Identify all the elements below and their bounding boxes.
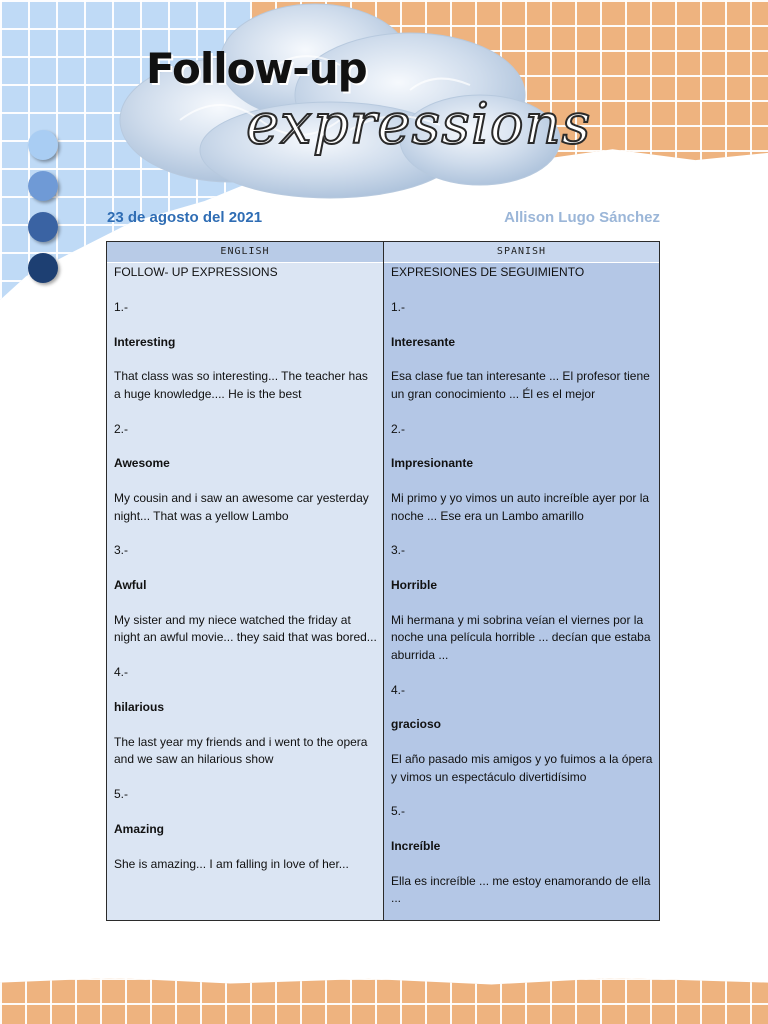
table-row: Mi primo y yo vimos un auto increíble ayer por la noche ... Ese era un Lambo amarillo — [391, 491, 650, 523]
table-row: 4.- — [114, 665, 129, 680]
table-row: Awesome — [114, 456, 170, 471]
table-row: Increíble — [391, 839, 441, 854]
spanish-body — [384, 263, 659, 908]
expressions-table — [106, 241, 660, 921]
table-row: FOLLOW- UP EXPRESSIONS — [114, 265, 278, 279]
dot-darkest — [28, 253, 58, 283]
table-row: Awful — [114, 578, 147, 593]
dot-medium — [28, 171, 58, 201]
bottom-grid-strip — [0, 978, 768, 1024]
page-title-bottom: expressions — [246, 92, 592, 157]
spanish-column — [384, 242, 659, 920]
table-row: My sister and my niece watched the friday at night an awful movie... they said that was bored... — [114, 612, 377, 645]
decorative-dots — [28, 130, 62, 294]
table-row: Amazing — [114, 821, 165, 836]
table-row: She is amazing... I am falling in love of her... — [114, 856, 349, 871]
table-row: hilarious — [114, 699, 165, 714]
table-row: 4.- — [391, 682, 406, 697]
table-row: 3.- — [114, 543, 129, 558]
table-row: Interesante — [391, 334, 456, 349]
table-row: Mi hermana y mi sobrina veían el viernes por la noche una película horrible ... decían que estaba aburrida ... — [391, 612, 651, 662]
dot-dark — [28, 212, 58, 242]
table-row: 3.- — [391, 543, 406, 558]
table-row: My cousin and i saw an awesome car yesterday night... That was a yellow Lambo — [114, 491, 369, 523]
table-row: 5.- — [114, 786, 129, 801]
date-label: 23 de agosto del 2021 — [107, 209, 263, 226]
table-row: 1.- — [114, 299, 129, 314]
table-row: EXPRESIONES DE SEGUIMIENTO — [391, 265, 585, 279]
table-row: That class was so interesting... The teacher has a huge knowledge.... He is the best — [114, 369, 368, 401]
table-row: 5.- — [391, 804, 406, 819]
table-row: The last year my friends and i went to the opera and we saw an hilarious show — [114, 734, 368, 767]
table-row: 2.- — [114, 421, 129, 436]
table-row: El año pasado mis amigos y yo fuimos a la ópera y vimos un espectáculo divertidísimo — [391, 752, 653, 784]
table-row: Horrible — [391, 578, 438, 593]
english-column — [107, 242, 384, 920]
table-row: Impresionante — [391, 456, 474, 471]
author-label: Allison Lugo Sánchez — [504, 209, 660, 226]
table-row: 2.- — [391, 421, 406, 436]
table-row: Esa clase fue tan interesante ... El profesor tiene un gran conocimiento ... Él es el mejor — [391, 369, 650, 401]
dot-light — [28, 130, 58, 160]
table-row: Ella es increíble ... me estoy enamorando de ella ... — [391, 873, 651, 906]
table-row: gracioso — [391, 717, 442, 732]
table-row: Interesting — [114, 334, 176, 349]
english-header: ENGLISH — [107, 242, 383, 263]
spanish-header: SPANISH — [384, 242, 659, 263]
page-title-top: Follow-up — [146, 44, 367, 93]
table-row: 1.- — [391, 299, 406, 314]
english-body — [107, 263, 383, 873]
